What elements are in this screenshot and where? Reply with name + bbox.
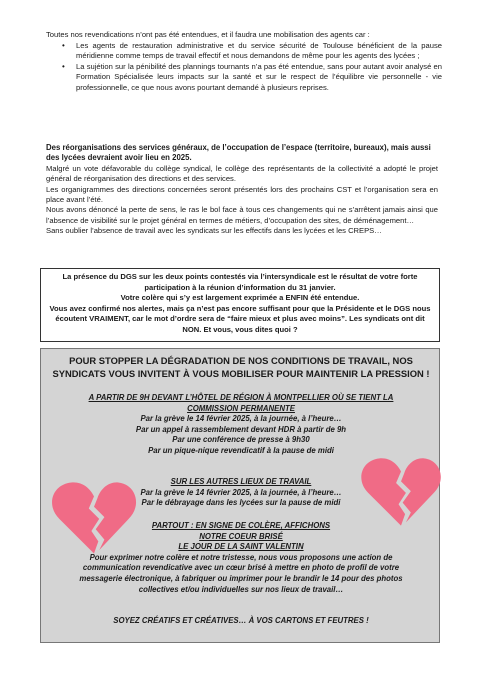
reorganisation-section (46, 143, 438, 237)
broken-heart-icon (50, 479, 138, 557)
block-line: Par le débrayage dans les lycées sur la pause de midi (141, 498, 341, 508)
list-item: • La sujétion sur la pénibilité des plannings tournants n’a pas été entendue, sans pour autant avoir analysé en Formation Spécialisée leurs impacts sur la santé et sur le respect de l’équilibre vie personnelle - vie professionnelle, ce que nous avons pourtant demandé à plusieurs reprises. (62, 62, 442, 93)
block-title: A PARTIR DE 9H DEVANT L’HÔTEL DE RÉGION À MONTPELLIER OÙ SE TIENT LA COMMISSION PERMANENTE (88, 393, 394, 413)
montpellier-block (41, 393, 441, 457)
mobilisation-headline: POUR STOPPER LA DÉGRADATION DE NOS CONDITIONS DE TRAVAIL, NOS SYNDICATS VOUS INVITENT À VOUS MOBILISER POUR MAINTENIR LA PRESSION ! (52, 355, 430, 379)
dgs-notice-box (40, 268, 440, 342)
broken-heart-icon (360, 455, 442, 529)
section-paragraph: Malgré un vote défavorable du collège syndical, le collège des représentants de la collectivité a adopté le projet général de réorganisation des directions et des services. (46, 163, 438, 184)
section-title: Des réorganisations des services généraux, de l’occupation de l’espace (territoire, bureaux), mais aussi des lycées devraient avoir lieu en 2025. (46, 143, 431, 163)
intro-text: Toutes nos revendications n’ont pas été entendues, et il faudra une mobilisation des agents car : (46, 30, 370, 39)
block-line: Par un pique-nique revendicatif à la pause de midi (148, 445, 334, 455)
section-paragraph: Les organigrammes des directions concernées seront présentés lors des prochains CST et l’organisation sera en place avant l’été. (46, 184, 438, 205)
block-title: SUR LES AUTRES LIEUX DE TRAVAIL (170, 477, 312, 486)
block-title: LE JOUR DE LA SAINT VALENTIN (178, 542, 304, 552)
section-paragraph: Sans oublier l’absence de travail avec les syndicats sur les effectifs dans les lycées et les CREPS… (46, 226, 382, 236)
block-line: Par la grève le 14 février 2025, à la journée, à l’heure… (140, 414, 342, 424)
notice-line: La présence du DGS sur les deux points contestés via l’intersyndicale est le résultat de votre forte participation à la réunion d’information du 31 janvier. (62, 272, 418, 292)
closing-line: SOYEZ CRÉATIFS ET CRÉATIVES… À VOS CARTONS ET FEUTRES ! (113, 616, 369, 625)
section-paragraph: Nous avons dénoncé la perte de sens, le ras le bol face à tous ces changements qui ne s’arrêtent jamais ainsi que l’absence de visibilité sur le projet général en termes de métiers, d’occupation des sites, de déménagement… (46, 205, 438, 225)
demands-list (62, 41, 442, 93)
block-line: Par une conférence de presse à 9h30 (172, 435, 310, 445)
block-title: NOTRE COEUR BRISÉ (199, 531, 283, 541)
list-item: • Les agents de restauration administrative et du service sécurité de Toulouse bénéficient de la pause méridienne comme temps de travail effectif et nous demandons de même pour les agents des lycées ; (62, 41, 442, 62)
block-text: Pour exprimer notre colère et notre tristesse, nous vous proposons une action de communication revendicative avec un cœur brisé à mettre en photo de profil de votre messagerie électronique, à fabriquer ou imprimer pour le brandir le 14 pour des photos collectives et/ou individuelles sur nos lieux de travail… (79, 552, 403, 594)
block-line: Par la grève le 14 février 2025, à la journée, à l’heure… (140, 487, 342, 497)
block-line: Par un appel à rassemblement devant HDR à partir de 9h (135, 424, 347, 434)
notice-line: Votre colère qui s’y est largement exprimée a ENFIN été entendue. (120, 293, 360, 303)
block-title: PARTOUT : EN SIGNE DE COLÈRE, AFFICHONS (151, 521, 331, 530)
notice-line: Vous avez confirmé nos alertes, mais ça n’est pas encore suffisant pour que la Présidente et le DGS nous écoutent VRAIMENT, car le mot d’ordre sera de “faire mieux et plus avec moins”. Les syndicats ont dit NON. Et vous, vous dites quoi ? (49, 303, 431, 334)
